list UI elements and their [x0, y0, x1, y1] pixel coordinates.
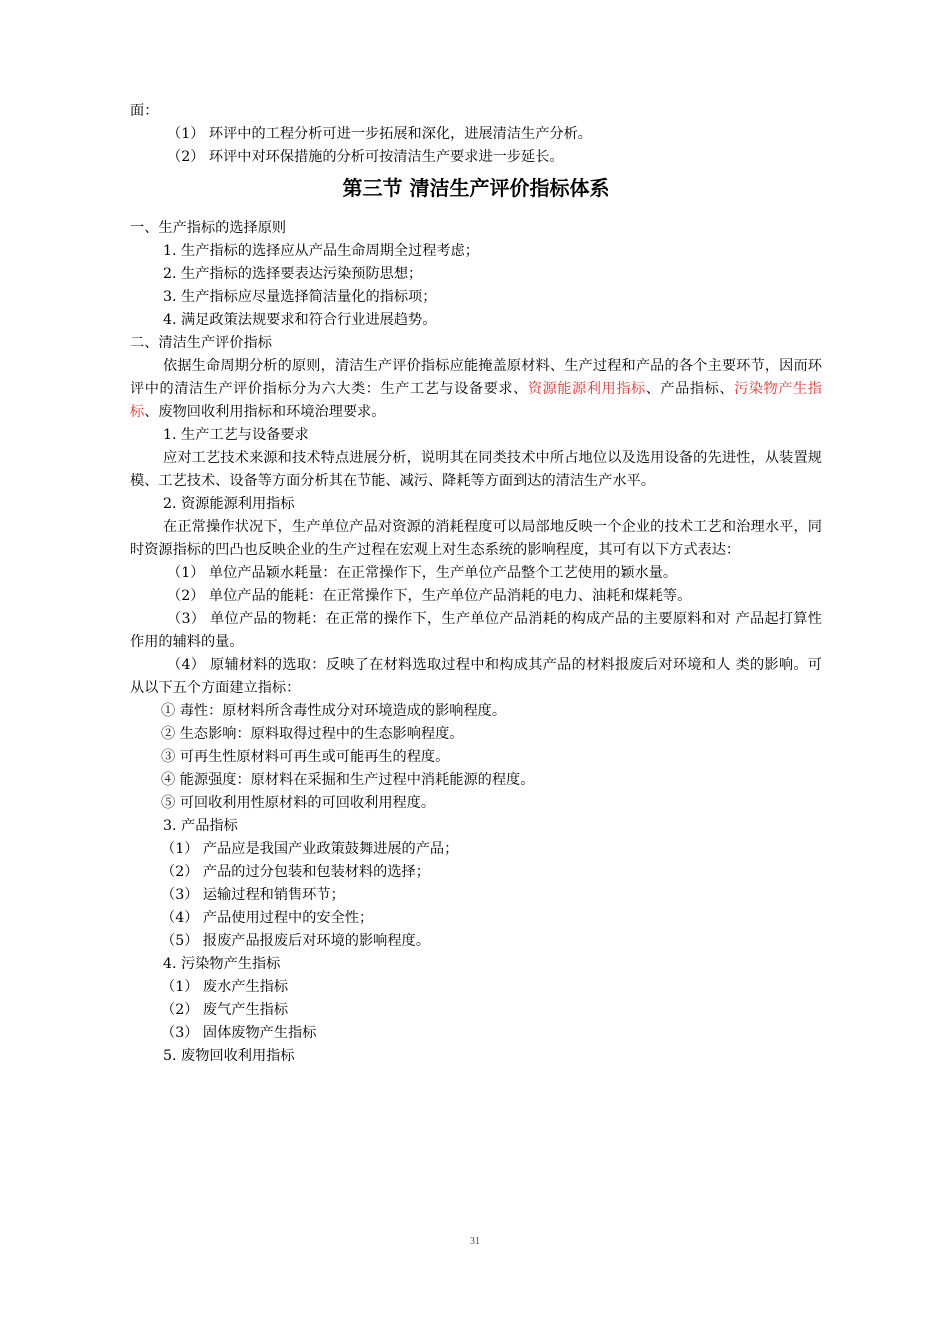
sub2-paragraph: 在正常操作状况下，生产单位产品对资源的消耗程度可以局部地反映一个企业的技术工艺和治理水平，同时资源指标的凹凸也反映企业的生产过程在宏观上对生态系统的影响程度，其可有以下方式表达：	[130, 519, 822, 558]
circle-item: ② 生态影响：原料取得过程中的生态影响程度。	[161, 726, 464, 742]
sub2-item: （3） 单位产品的物耗：在正常的操作下，生产单位产品消耗的构成产品的主要原料和对 产品起打算性作用的辅料的量。	[130, 611, 822, 650]
document-page	[130, 100, 822, 1068]
sub5-heading: 5. 废物回收利用指标	[163, 1048, 295, 1064]
principle-item: 1. 生产指标的选择应从产品生命周期全过程考虑；	[163, 243, 479, 259]
sub2-item: （4） 原辅材料的选取：反映了在材料选取过程中和构成其产品的材料报废后对环境和人 类的影响。可从以下五个方面建立指标：	[130, 657, 822, 696]
principle-item: 4. 满足政策法规要求和符合行业进展趋势。	[163, 312, 437, 328]
sub1-paragraph: 应对工艺技术来源和技术特点进展分析，说明其在同类技术中所占地位以及选用设备的先进性，从装置规模、工艺技术、设备等方面分析其在节能、减污、降耗等方面到达的清洁生产水平。	[130, 450, 822, 489]
circle-item: ④ 能源强度：原材料在采掘和生产过程中消耗能源的程度。	[161, 772, 535, 788]
section-title: 第三节 清洁生产评价指标体系	[342, 176, 610, 200]
paragraph-text: 、产品指标、	[645, 381, 735, 397]
sub2-heading: 2. 资源能源利用指标	[163, 496, 295, 512]
product-item: （1） 产品应是我国产业政策鼓舞进展的产品；	[161, 841, 459, 857]
sub4-heading: 4. 污染物产生指标	[163, 956, 281, 972]
sub2-item: （1） 单位产品颖水耗量：在正常操作下，生产单位产品整个工艺使用的颖水量。	[167, 565, 678, 581]
intro-item: （1） 环评中的工程分析可进一步拓展和深化，进展清洁生产分析。	[167, 126, 592, 142]
sub3-heading: 3. 产品指标	[163, 818, 238, 834]
pollutant-item: （3） 固体废物产生指标	[161, 1025, 317, 1041]
sub1-heading: 1. 生产工艺与设备要求	[163, 427, 309, 443]
principle-item: 3. 生产指标应尽量选择简洁量化的指标项；	[163, 289, 437, 305]
intro-item: （2） 环评中对环保措施的分析可按清洁生产要求进一步延长。	[167, 149, 564, 165]
highlight-pollutant-indicator: 污染物产生指标	[130, 381, 822, 420]
paragraph-text: 、废物回收利用指标和环境治理要求。	[144, 404, 386, 420]
product-item: （4） 产品使用过程中的安全性；	[161, 910, 374, 926]
highlight-resource-indicator: 资源能源利用指标	[527, 381, 646, 397]
pollutant-item: （2） 废气产生指标	[161, 1002, 289, 1018]
paragraph-text: 依据生命周期分析的原则，清洁生产评价指标应能掩盖原材料、生产过程和产品的各个主要环节，因而环评中的清洁生产评价指标分为六大类：生产工艺与设备要求、	[130, 358, 822, 397]
circle-item: ① 毒性：原材料所含毒性成分对环境造成的影响程度。	[161, 703, 507, 719]
product-item: （2） 产品的过分包装和包装材料的选择；	[161, 864, 430, 880]
principle-item: 2. 生产指标的选择要表达污染预防思想；	[163, 266, 423, 282]
part1-heading: 一、生产指标的选择原则	[130, 220, 287, 236]
product-item: （3） 运输过程和销售环节；	[161, 887, 345, 903]
part2-heading: 二、清洁生产评价指标	[130, 335, 272, 351]
page-number: 31	[470, 1236, 480, 1247]
circle-item: ⑤ 可回收利用性原材料的可回收利用程度。	[161, 795, 436, 811]
product-item: （5） 报废产品报废后对环境的影响程度。	[161, 933, 430, 949]
circle-item: ③ 可再生性原材料可再生或可能再生的程度。	[161, 749, 450, 765]
intro-continuation: 面：	[130, 103, 159, 119]
pollutant-item: （1） 废水产生指标	[161, 979, 289, 995]
part2-paragraph	[130, 355, 822, 424]
sub2-item: （2） 单位产品的能耗：在正常操作下，生产单位产品消耗的电力、油耗和煤耗等。	[167, 588, 692, 604]
